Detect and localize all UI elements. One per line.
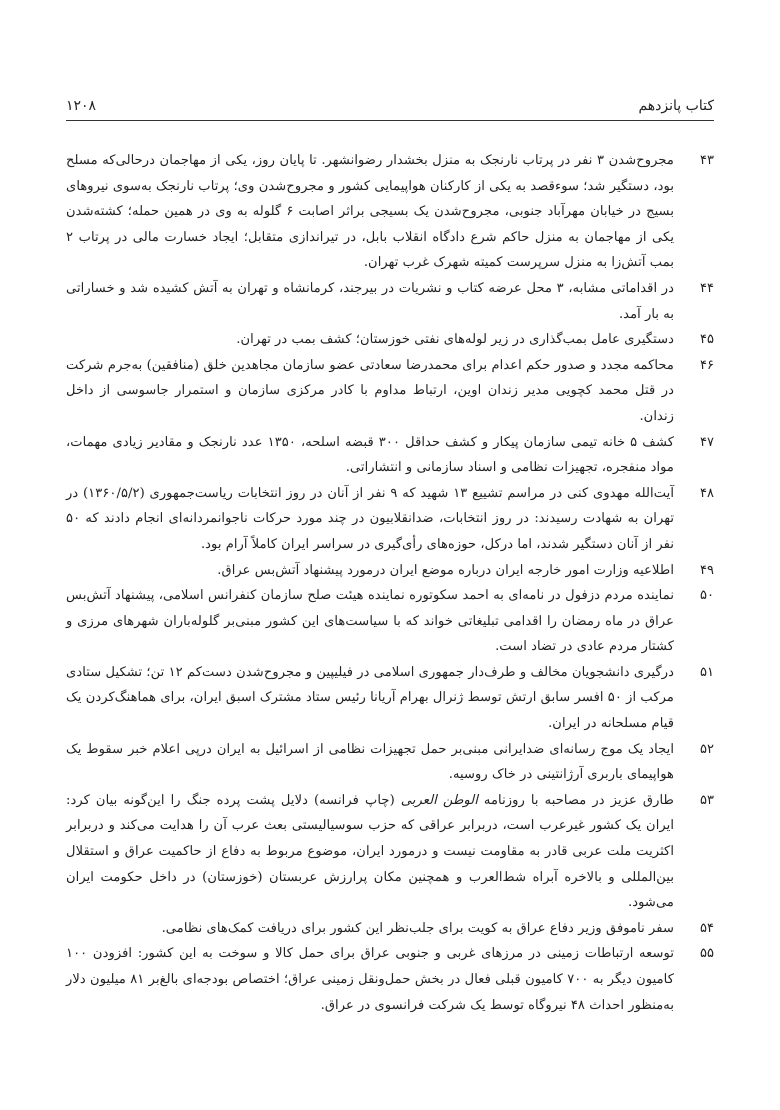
list-item: [66, 558, 714, 584]
item-text-rest: (چاپ فرانسه) دلایل پشت پرده جنگ را این‌گونه بیان کرد: ایران یک کشور غیرعرب است، دربرابر عراقی که حزب سوسیالیستی بعث عرب آن را هدایت می‌کند و دربرابر اکثریت ملت عربی قادر به مقاومت نیست و درمورد ایران، موضوع مربوط به دفاع از حاکمیت عراق و استقلال بین‌المللی و بالاخره آبراه شط‌العرب و همچنین مکان پرارزش عربستان (خوزستان) در داخل حکومت ایران می‌شود.: [66, 792, 674, 911]
list-item: [66, 481, 714, 558]
book-title: کتاب پانزدهم: [638, 98, 714, 114]
page-number: ۱۲۰۸: [66, 98, 97, 114]
item-text: مجروح‌شدن ۳ نفر در پرتاب نارنجک به منزل بخشدار رضوانشهر. تا پایان روز، یکی از مهاجمان درحالی‌که مسلح بود، دستگیر شد؛ سوءقصد به یکی از کارکنان هواپیمایی کشور و مجروح‌شدن وی؛ پرتاب نارنجک به‌سوی نیروهای بسیج در خیابان مهرآباد جنوبی، مجروح‌شدن یک بسیجی براثر اصابت ۶ گلوله به وی در همین حمله؛ کشته‌شدن یکی از مهاجمان به منزل حاکم شرع دادگاه انقلاب بابل، در تیراندازی متقابل؛ ایجاد خسارت مالی در پرتاب ۲ بمب آتش‌زا به منزل سرپرست کمیته شهرک غرب تهران.: [66, 153, 675, 271]
item-number: ۵۵: [700, 946, 714, 962]
item-text: آیت‌الله مهدوی کنی در مراسم تشییع ۱۳ شهید که ۹ نفر از آنان در روز انتخابات ریاست‌جمهوری (۱۳۶۰/۵/۲) در تهران به شهادت رسیدند: در روز انتخابات، ضدانقلابیون در چند مورد حرکات ناجوانمردانه‌ای انجام دادند که ۵۰ نفر از آنان دستگیر شدند، اما درکل، حوزه‌های رأی‌گیری در سراسر ایران کاملاً آرام بود.: [66, 485, 674, 552]
item-number: ۴۸: [700, 485, 714, 501]
list-item: [66, 353, 714, 430]
item-number: ۵۲: [700, 741, 714, 757]
item-text: سفر ناموفق وزیر دفاع عراق به کویت برای جلب‌نظر این کشور برای دریافت کمک‌های نظامی.: [161, 920, 674, 936]
item-number: ۴۵: [700, 332, 714, 348]
list-item: [66, 327, 714, 353]
item-text-lead: طارق عزیز در مصاحبه با روزنامه: [477, 792, 674, 808]
item-number: ۵۳: [700, 792, 714, 808]
item-number: ۴۳: [700, 153, 714, 168]
header-rule: [66, 120, 714, 121]
item-text: اطلاعیه وزارت امور خارجه ایران درباره موضع ایران درمورد پیشنهاد آتش‌بس عراق.: [217, 562, 674, 578]
item-text: ایجاد یک موج رسانه‌ای ضدایرانی مبنی‌بر حمل تجهیزات نظامی از اسرائیل به ایران درپی اعلام خبر سقوط یک هواپیمای باربری آرژانتینی در خاک روسیه.: [66, 741, 674, 783]
item-number: ۵۰: [700, 588, 714, 604]
item-text: نماینده مردم دزفول در نامه‌ای به احمد سکوتوره نماینده هیئت صلح سازمان کنفرانس اسلامی، پیشنهاد آتش‌بس عراق در ماه رمضان را اقدامی تبلیغاتی خواند که با سیاست‌های این کشور مبنی‌بر گلوله‌باران شهرهای مرزی و کشتار مردم عادی در تضاد است.: [66, 588, 674, 655]
item-number: ۴۶: [700, 357, 714, 373]
item-text: کشف ۵ خانه تیمی سازمان پیکار و کشف حداقل ۳۰۰ قبضه اسلحه، ۱۳۵۰ عدد نارنجک و مقادیر زیادی مهمات، مواد منفجره، تجهیزات نظامی و اسناد سازمانی و انتشاراتی.: [66, 434, 675, 476]
item-number: ۴۴: [700, 280, 714, 296]
item-number: ۵۴: [700, 920, 714, 936]
item-number: ۴۷: [700, 434, 714, 450]
list-item: [66, 148, 714, 276]
newspaper-title: الوطن العربی: [400, 792, 478, 808]
page-header: [66, 92, 714, 120]
list-item: [66, 737, 714, 788]
item-number: ۴۹: [700, 562, 714, 578]
list-item: [66, 788, 714, 916]
list-item: [66, 941, 714, 1018]
item-number: ۵۱: [700, 664, 714, 680]
item-text: توسعه ارتباطات زمینی در مرزهای غربی و جنوبی عراق برای حمل کالا و سوخت به این کشور: افزودن ۱۰۰ کامیون دیگر به ۷۰۰ کامیون قبلی فعال در بخش حمل‌ونقل زمینی عراق؛ اختصاص بودجه‌ای بالغ‌بر ۸۱ میلیون دلار به‌منظور احداث ۴۸ نیروگاه توسط یک شرکت فرانسوی در عراق.: [66, 946, 674, 1013]
chronology-list: [66, 148, 714, 1018]
list-item: [66, 660, 714, 737]
item-text: [66, 788, 674, 916]
list-item: [66, 430, 714, 481]
item-text: در اقداماتی مشابه، ۳ محل عرضه کتاب و نشریات در بیرجند، کرمانشاه و تهران به آتش کشیده شد و خساراتی به بار آمد.: [66, 280, 674, 322]
item-text: دستگیری عامل بمب‌گذاری در زیر لوله‌های نفتی خوزستان؛ کشف بمب در تهران.: [236, 332, 674, 348]
list-item: [66, 916, 714, 942]
list-item: [66, 276, 714, 327]
list-item: [66, 583, 714, 660]
item-text: محاکمه مجدد و صدور حکم اعدام برای محمدرضا سعادتی عضو سازمان مجاهدین خلق (منافقین) به‌جرم شرکت در قتل محمد کچویی مدیر زندان اوین، ارتباط مداوم با کادر مرکزی سازمان و استمرار جاسوسی از داخل زندان.: [66, 357, 674, 424]
item-text: درگیری دانشجویان مخالف و طرف‌دار جمهوری اسلامی در فیلیپین و مجروح‌شدن دست‌کم ۱۲ تن؛ تشکیل ستادی مرکب از ۵۰ افسر سابق ارتش توسط ژنرال بهرام آریانا رئیس ستاد مشترک اسبق ایران، برای هماهنگ‌کردن یک قیام مسلحانه در ایران.: [66, 664, 674, 732]
